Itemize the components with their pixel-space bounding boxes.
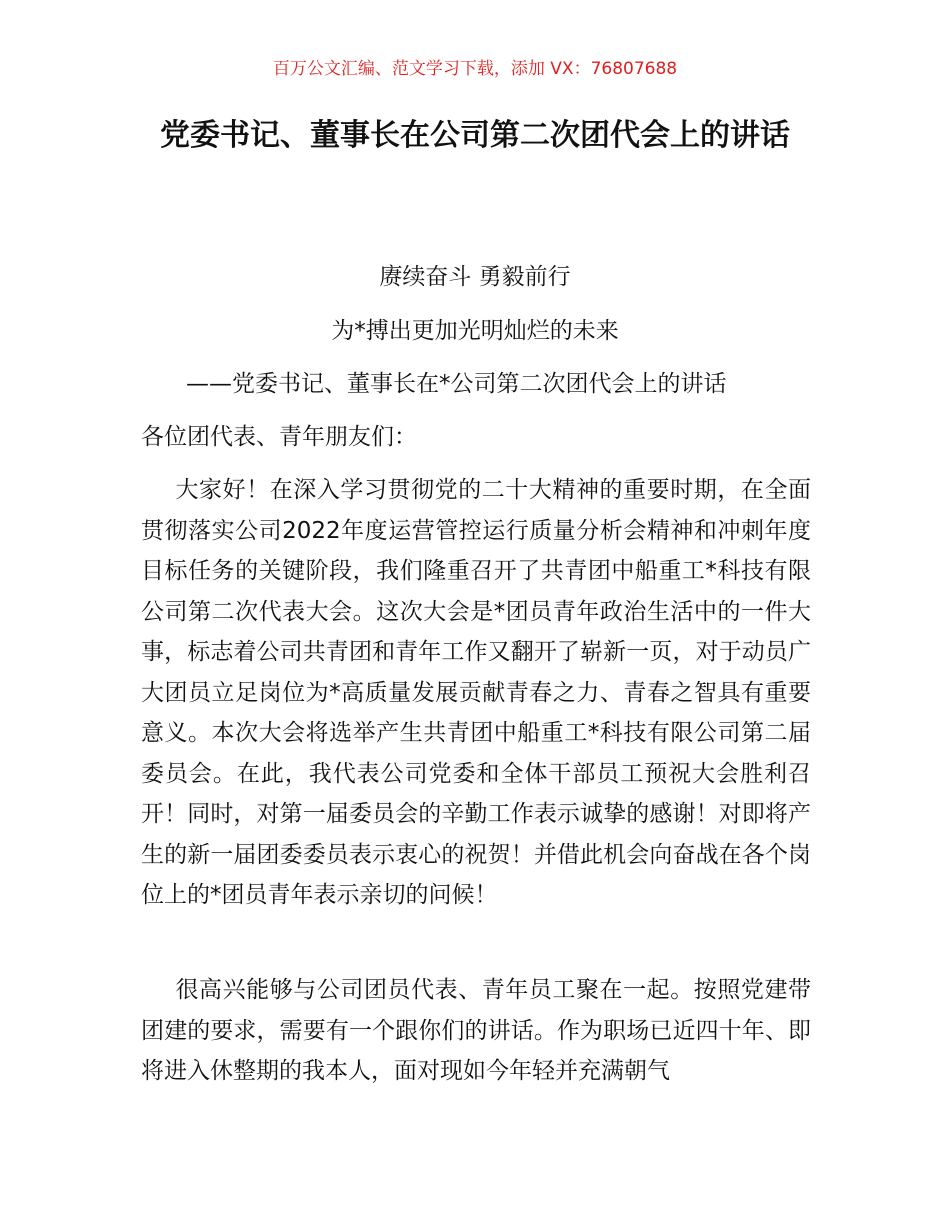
subtitle-secondary: 为*搏出更加光明灿烂的未来	[331, 318, 619, 344]
header-advertisement: 百万公文汇编、范文学习下载，添加 VX：76807688	[272, 59, 678, 79]
body-paragraph-2: 很高兴能够与公司团员代表、青年员工聚在一起。按照党建带团建的要求，需要有一个跟你们的讲话。作为职场已近四十年、即将进入休整期的我本人，面对现如今年轻并充满朝气	[141, 977, 811, 1084]
document-title: 党委书记、董事长在公司第二次团代会上的讲话	[160, 118, 790, 153]
subtitle-byline: ——党委书记、董事长在*公司第二次团代会上的讲话	[186, 371, 727, 397]
body-paragraph-1: 大家好！在深入学习贯彻党的二十大精神的重要时期，在全面贯彻落实公司2022年度运营管控运行质量分析会精神和冲刺年度目标任务的关键阶段，我们隆重召开了共青团中船重工*科技有限公司第二次代表大会。这次大会是*团员青年政治生活中的一件大事，标志着公司共青团和青年工作又翻开了崭新一页，对于动员广大团员立足岗位为*高质量发展贡献青春之力、青春之智具有重要意义。本次大会将选举产生共青团中船重工*科技有限公司第二届委员会。在此，我代表公司党委和全体干部员工预祝大会胜利召开！同时，对第一届委员会的辛勤工作表示诚挚的感谢！对即将产生的新一届团委委员表示衷心的祝贺！并借此机会向奋战在各个岗位上的*团员青年表示亲切的问候！	[141, 477, 811, 908]
subtitle-main: 赓续奋斗 勇毅前行	[379, 264, 571, 290]
salutation: 各位团代表、青年朋友们：	[141, 424, 417, 450]
